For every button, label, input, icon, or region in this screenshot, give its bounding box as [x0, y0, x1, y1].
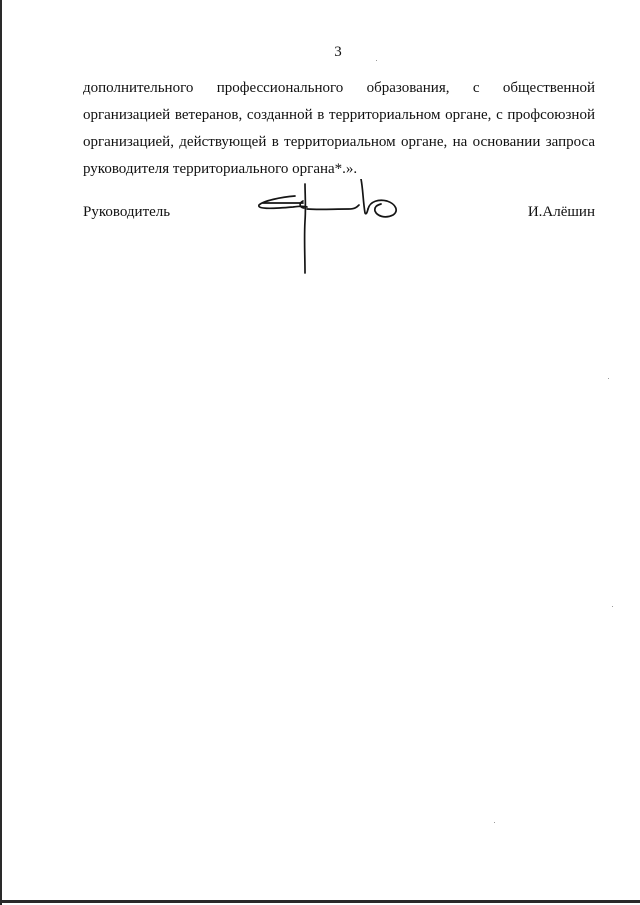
body-paragraph	[83, 75, 595, 183]
signer-name: И.Алёшин	[527, 204, 595, 220]
body-line-4: руководителя территориального органа*.».	[83, 161, 358, 177]
scan-edge-left	[0, 0, 2, 905]
page-number: 3	[334, 44, 342, 60]
scan-edge-bottom	[0, 900, 640, 903]
handwritten-signature	[253, 179, 403, 279]
signer-title: Руководитель	[83, 204, 171, 220]
scan-speck	[608, 378, 609, 379]
body-line-3: организацией, действующей в территориальном органе, на основании запроса	[83, 134, 595, 150]
scan-speck	[494, 822, 495, 823]
body-line-2: организацией ветеранов, созданной в территориальном органе, с профсоюзной	[83, 107, 595, 123]
signature-block	[83, 204, 595, 284]
scan-speck	[376, 60, 377, 61]
scan-speck	[612, 606, 613, 607]
body-line-1: дополнительного профессионального образования, с общественной	[83, 80, 595, 96]
